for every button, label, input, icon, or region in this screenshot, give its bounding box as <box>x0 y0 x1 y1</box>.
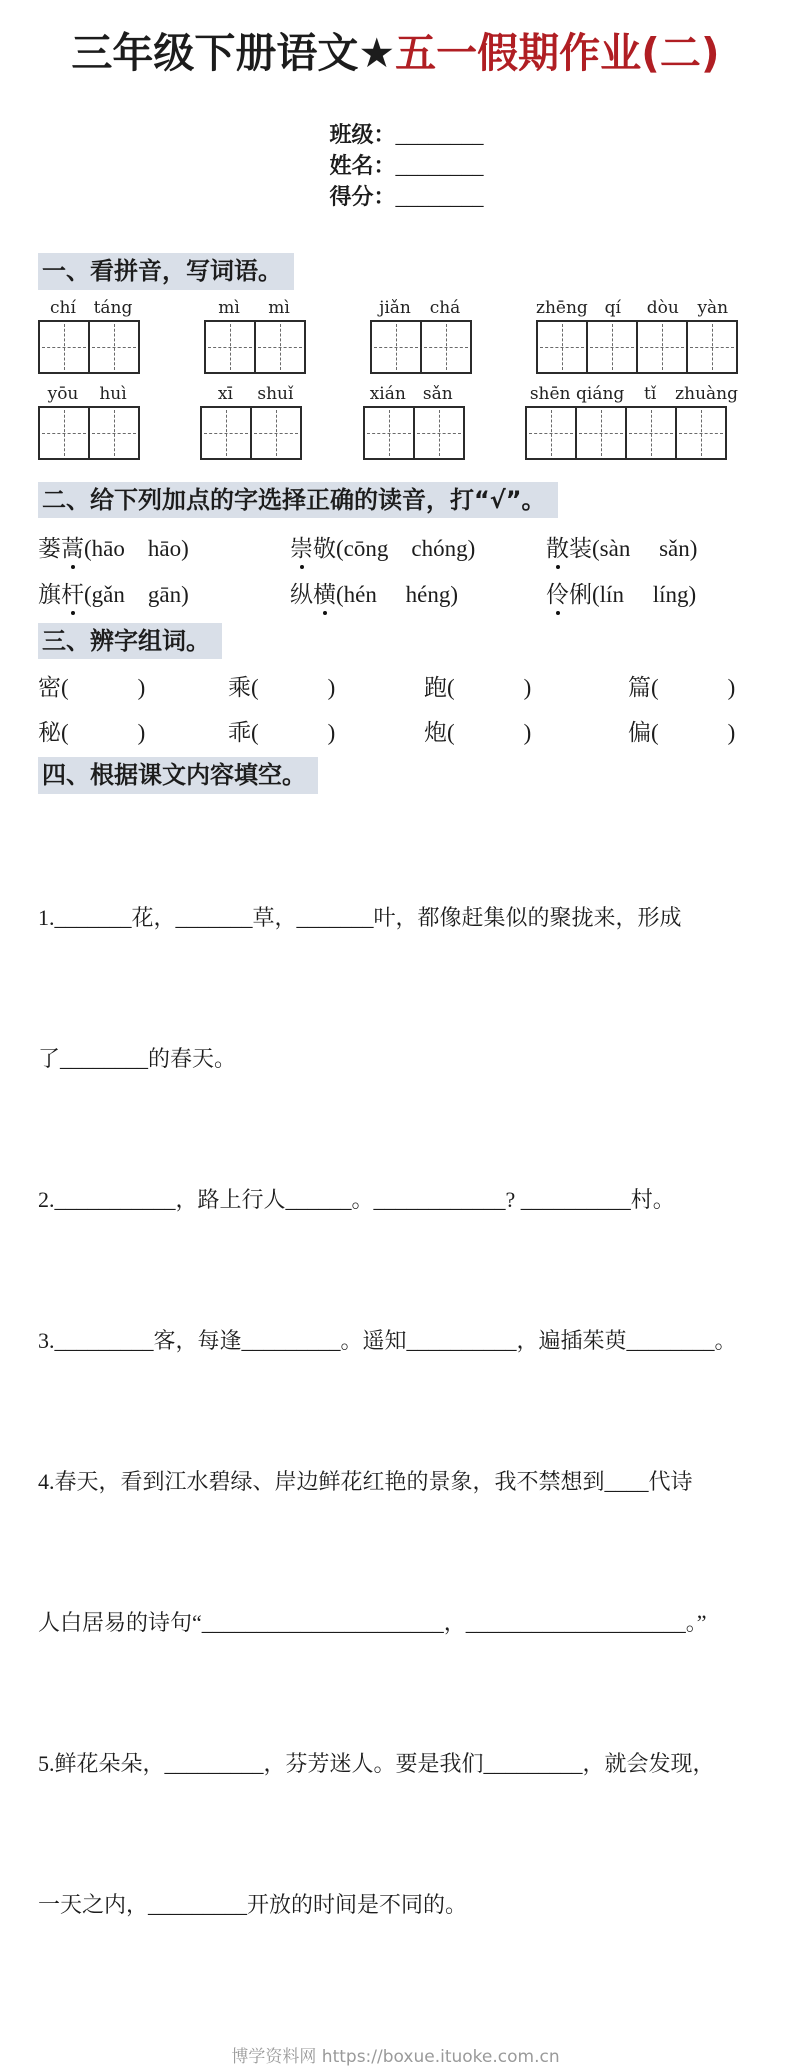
writing-box <box>675 406 727 460</box>
fill-blank-line: 3._________客，每逢_________。遥知__________，遍插茱萸________。 <box>38 1327 737 1353</box>
word-formation-cell <box>38 669 228 702</box>
writing-box <box>536 320 588 374</box>
writing-box <box>413 406 465 460</box>
pronunciation-item <box>38 530 290 563</box>
word-formation-cell <box>628 714 753 747</box>
fill-blank-line: 1._______花，_______草，_______叶，都像赶集似的聚拢来，形成 <box>38 904 682 930</box>
word-text: 俐 <box>569 582 592 608</box>
pinyin-group <box>204 298 306 374</box>
word-text: 蒌 <box>38 536 61 562</box>
student-info-line <box>38 92 753 237</box>
dotted-char: 伶 <box>546 576 569 609</box>
fill-blank-area <box>38 800 753 2022</box>
section-four <box>38 757 753 793</box>
page-title <box>38 28 753 79</box>
footer <box>38 2042 753 2067</box>
character: 秘 <box>38 720 61 746</box>
pronunciation-item <box>546 530 753 563</box>
pinyin-syllable: qí <box>604 297 621 318</box>
pinyin-writing-area <box>38 298 753 460</box>
character: 偏 <box>628 720 651 746</box>
word-text: 装 <box>569 536 592 562</box>
parens: ( ) <box>251 720 336 746</box>
class-field <box>329 122 483 147</box>
pinyin-syllable: dòu <box>646 297 679 318</box>
word-text: 旗 <box>38 582 61 608</box>
pinyin-group <box>525 384 738 460</box>
pinyin-row-2 <box>38 384 738 460</box>
parens: ( ) <box>251 675 336 701</box>
pinyin-syllable: shēn <box>529 383 571 404</box>
pinyin-group <box>200 384 302 460</box>
pinyin-group <box>38 384 140 460</box>
reading-options: (sàn sǎn) <box>592 536 698 562</box>
pinyin-syllable: tǐ <box>644 383 657 404</box>
writing-box <box>88 406 140 460</box>
writing-box <box>420 320 472 374</box>
score-blank: ________ <box>395 184 484 210</box>
footer-site-name: 博学资料网 <box>231 2046 322 2067</box>
word-formation-cell <box>424 669 628 702</box>
word-formation-cell <box>38 714 228 747</box>
section-three-heading: 三、辨字组词。 <box>38 623 222 659</box>
pinyin-syllable: shuǐ <box>257 383 294 404</box>
footer-link[interactable]: https://boxue.ituoke.com.cn <box>321 2046 560 2067</box>
pinyin-group <box>536 298 738 374</box>
pinyin-syllable: mì <box>218 297 240 318</box>
writing-box <box>575 406 627 460</box>
pronunciation-item <box>38 576 290 609</box>
writing-box <box>88 320 140 374</box>
word-formation-cell <box>424 714 628 747</box>
writing-box <box>586 320 638 374</box>
pinyin-syllable: sǎn <box>422 383 453 404</box>
pinyin-syllable: jiǎn <box>379 297 411 318</box>
writing-box <box>370 320 422 374</box>
parens: ( ) <box>651 675 736 701</box>
writing-box <box>686 320 738 374</box>
character: 密 <box>38 675 61 701</box>
dotted-char: 蒿 <box>61 530 84 563</box>
parens: ( ) <box>447 675 532 701</box>
class-label: 班级： <box>329 122 396 148</box>
dotted-char: 崇 <box>290 530 313 563</box>
pronunciation-item <box>290 530 546 563</box>
pinyin-syllable: mì <box>268 297 290 318</box>
writing-box <box>363 406 415 460</box>
pronunciation-item <box>546 576 753 609</box>
word-formation-cell <box>628 669 753 702</box>
pronunciation-item <box>290 576 546 609</box>
reading-options: (gǎn gān) <box>84 582 189 608</box>
dotted-char: 杆 <box>61 576 84 609</box>
reading-options: (hén héng) <box>336 582 458 608</box>
character: 炮 <box>424 720 447 746</box>
pinyin-syllable: táng <box>93 297 133 318</box>
word-formation-cell <box>228 669 424 702</box>
name-field <box>329 153 483 178</box>
pinyin-syllable: zhuàng <box>675 383 738 404</box>
section-one-heading: 一、看拼音，写词语。 <box>38 253 294 289</box>
reading-options: (lín líng) <box>592 582 697 608</box>
pinyin-group <box>370 298 472 374</box>
section-one <box>38 253 753 289</box>
title-black-part: 三年级下册语文★ <box>71 29 396 77</box>
name-label: 姓名： <box>329 153 396 179</box>
writing-box <box>254 320 306 374</box>
pinyin-syllable: qiáng <box>576 383 625 404</box>
pinyin-group <box>363 384 465 460</box>
reading-options: (hāo hāo) <box>84 536 189 562</box>
pinyin-syllable: xī <box>217 383 233 404</box>
pinyin-syllable: yàn <box>697 297 729 318</box>
parens: ( ) <box>651 720 736 746</box>
writing-box <box>200 406 252 460</box>
writing-box <box>204 320 256 374</box>
word-text: 敬 <box>313 536 336 562</box>
pinyin-syllable: yōu <box>47 383 79 404</box>
fill-blank-line: 一天之内，_________开放的时间是不同的。 <box>38 1891 468 1917</box>
parens: ( ) <box>447 720 532 746</box>
reading-options: (cōng chóng) <box>336 536 476 562</box>
fill-blank-line: 2.___________，路上行人______。____________? __________村。 <box>38 1186 675 1212</box>
fill-blank-line: 了________的春天。 <box>38 1045 237 1071</box>
section-two <box>38 482 753 518</box>
writing-box <box>38 320 90 374</box>
class-blank: ________ <box>395 122 484 148</box>
dotted-char: 散 <box>546 530 569 563</box>
score-label: 得分： <box>329 184 396 210</box>
name-blank: ________ <box>395 153 484 179</box>
character: 乖 <box>228 720 251 746</box>
pinyin-syllable: zhēng <box>536 297 588 318</box>
score-field <box>329 184 483 209</box>
writing-box <box>636 320 688 374</box>
section-four-heading: 四、根据课文内容填空。 <box>38 757 318 793</box>
fill-blank-line: 5.鲜花朵朵，_________，芬芳迷人。要是我们_________，就会发现， <box>38 1750 715 1776</box>
title-red-part: 五一假期作业(二) <box>395 29 720 77</box>
fill-blank-line: 人白居易的诗句“______________________，____________________。” <box>38 1609 707 1635</box>
parens: ( ) <box>61 675 146 701</box>
character: 乘 <box>228 675 251 701</box>
word-formation-grid <box>38 669 753 747</box>
pinyin-syllable: xián <box>369 383 406 404</box>
pinyin-group <box>38 298 140 374</box>
parens: ( ) <box>61 720 146 746</box>
writing-box <box>525 406 577 460</box>
writing-box <box>250 406 302 460</box>
writing-box <box>625 406 677 460</box>
pinyin-row-1 <box>38 298 738 374</box>
writing-box <box>38 406 90 460</box>
character: 篇 <box>628 675 651 701</box>
section-two-heading: 二、给下列加点的字选择正确的读音，打“√”。 <box>38 482 558 518</box>
pinyin-syllable: huì <box>99 383 127 404</box>
dotted-char: 横 <box>313 576 336 609</box>
fill-blank-line: 4.春天，看到江水碧绿、岸边鲜花红艳的景象，我不禁想到____代诗 <box>38 1468 693 1494</box>
word-formation-cell <box>228 714 424 747</box>
pronunciation-grid <box>38 530 753 609</box>
worksheet-page <box>0 28 793 2067</box>
character: 跑 <box>424 675 447 701</box>
pinyin-syllable: chá <box>429 297 461 318</box>
section-three <box>38 623 753 659</box>
word-text: 纵 <box>290 582 313 608</box>
pinyin-syllable: chí <box>50 297 76 318</box>
